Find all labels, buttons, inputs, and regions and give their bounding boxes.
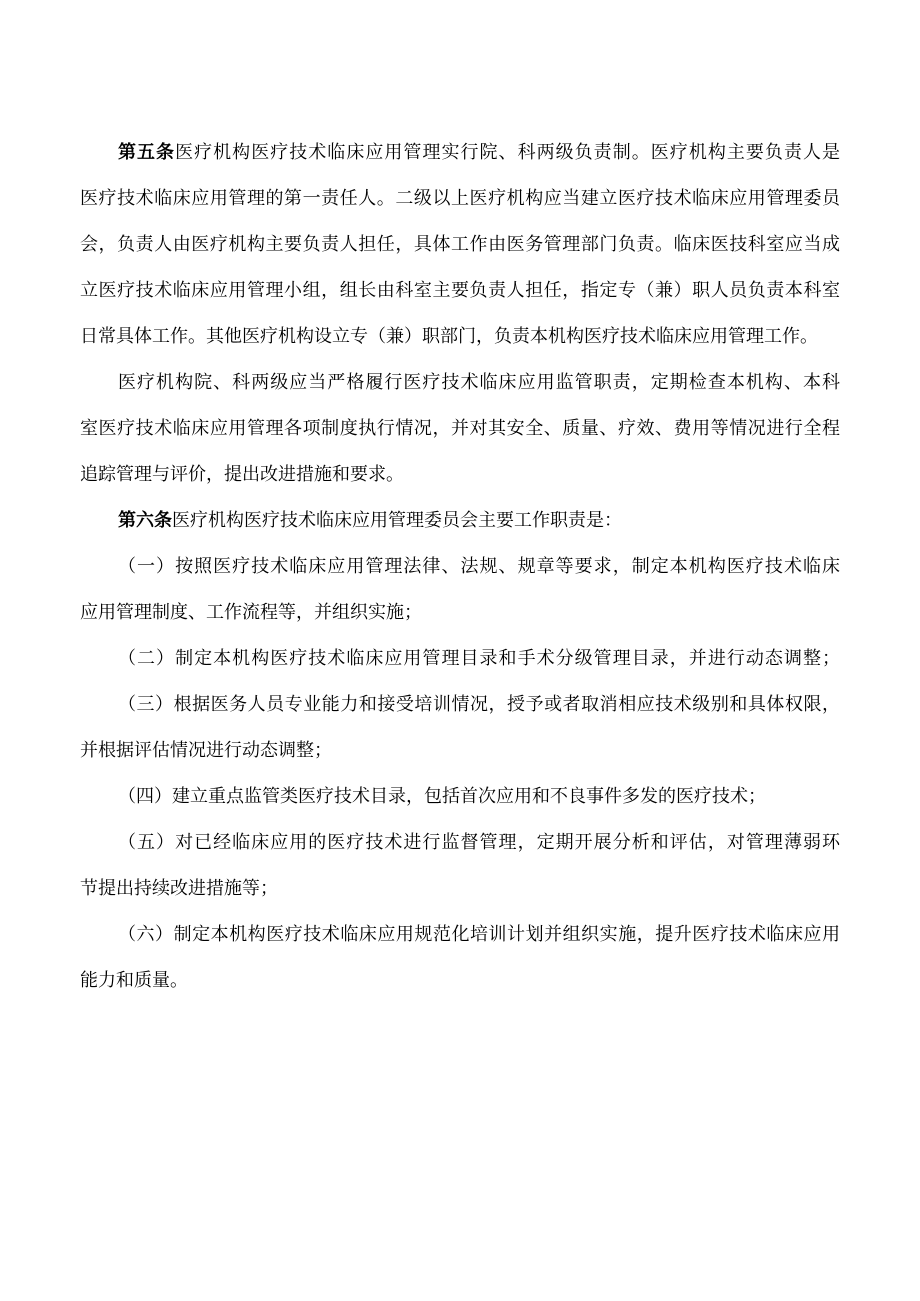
article6-intro-line (80, 498, 840, 544)
article5-p1-text1: 医疗机构医疗技术临床应用管理实行院、科两级负责制。医疗机构主要负责人是 (175, 142, 841, 163)
document-page (80, 130, 840, 1004)
article6-item5-line1: （五）对已经临床应用的医疗技术进行监督管理，定期开展分析和评估，对管理薄弱环 (118, 832, 840, 853)
article6-item2-line1: （二）制定本机构医疗技术临床应用管理目录和手术分级管理目录，并进行动态调整； (118, 648, 840, 669)
article5-p1-line3: 会，负责人由医疗机构主要负责人担任，具体工作由医务管理部门负责。临床医技科室应当成 (80, 234, 840, 255)
article6-item3-line1: （三）根据医务人员专业能力和接受培训情况，授予或者取消相应技术级别和具体权限， (118, 694, 840, 715)
article6-item6-line1: （六）制定本机构医疗技术临床应用规范化培训计划并组织实施，提升医疗技术临床应用 (118, 924, 840, 945)
article5-heading: 第五条 (118, 142, 176, 163)
article6-item1-line2: 应用管理制度、工作流程等，并组织实施； (80, 602, 422, 623)
article5-p1-line2: 医疗技术临床应用管理的第一责任人。二级以上医疗机构应当建立医疗技术临床应用管理委员 (80, 188, 840, 209)
article6-item4-line1: （四）建立重点监管类医疗技术目录，包括首次应用和不良事件多发的医疗技术； (118, 786, 766, 807)
article5-p2-line3: 追踪管理与评价，提出改进措施和要求。 (80, 464, 404, 485)
article5-p2-line2: 室医疗技术临床应用管理各项制度执行情况，并对其安全、质量、疗效、费用等情况进行全程 (80, 418, 840, 439)
article5-p1-line5: 日常具体工作。其他医疗机构设立专（兼）职部门，负责本机构医疗技术临床应用管理工作。 (80, 326, 818, 347)
article6-item6-line2: 能力和质量。 (80, 970, 188, 991)
article5-p1-line1 (80, 130, 840, 176)
article5-p1-line4: 立医疗技术临床应用管理小组，组长由科室主要负责人担任，指定专（兼）职人员负责本科室 (80, 280, 840, 301)
article6-item3-line2: 并根据评估情况进行动态调整； (80, 740, 332, 761)
article6-item5-line2: 节提出持续改进措施等； (80, 878, 278, 899)
article6-item1-line1: （一）按照医疗技术临床应用管理法律、法规、规章等要求，制定本机构医疗技术临床 (118, 556, 840, 577)
article5-p2-line1: 医疗机构院、科两级应当严格履行医疗技术临床应用监管职责，定期检查本机构、本科 (118, 372, 840, 393)
article6-heading: 第六条 (118, 510, 172, 531)
article6-intro: 医疗机构医疗技术临床应用管理委员会主要工作职责是： (172, 510, 622, 531)
